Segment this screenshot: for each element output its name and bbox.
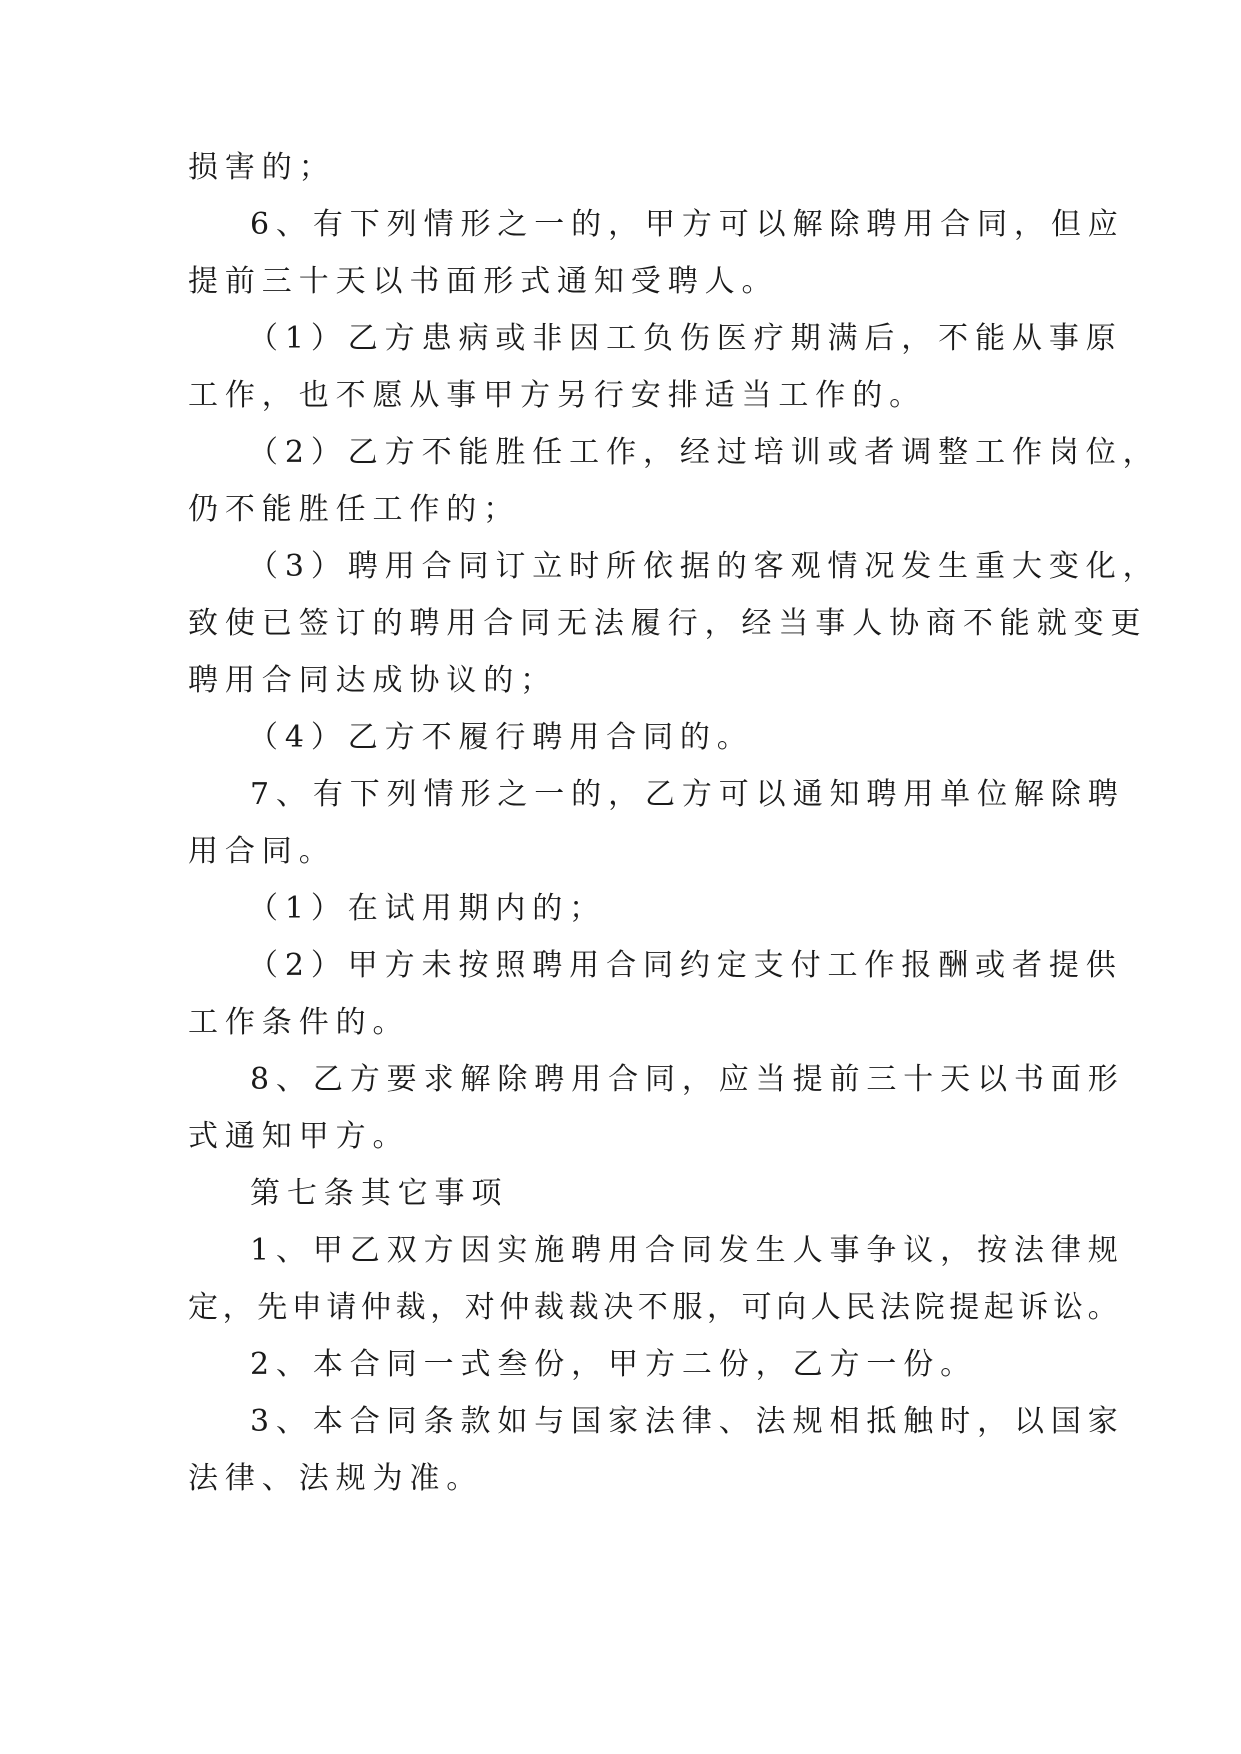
clause-6-item-2-line-1: （2）乙方不能胜任工作，经过培训或者调整工作岗位，: [248, 435, 1160, 470]
other-item-3-line-2: 法律、法规为准。: [188, 1461, 484, 1496]
paragraph-line: 损害的；: [188, 150, 336, 185]
other-item-2: 2、本合同一式叁份，甲方二份，乙方一份。: [250, 1347, 978, 1382]
clause-6-item-1-line-2: 工作，也不愿从事甲方另行安排适当工作的。: [188, 378, 926, 413]
clause-8-line-2: 式通知甲方。: [188, 1119, 410, 1154]
clause-6-item-3-line-1: （3）聘用合同订立时所依据的客观情况发生重大变化，: [248, 549, 1160, 584]
other-item-1-line-2: 定，先申请仲裁，对仲裁裁决不服，可向人民法院提起诉讼。: [188, 1290, 1123, 1325]
clause-7-item-1: （1）在试用期内的；: [248, 891, 607, 926]
clause-6-item-4: （4）乙方不履行聘用合同的。: [248, 720, 754, 755]
clause-7-item-2-line-1: （2）甲方未按照聘用合同约定支付工作报酬或者提供: [248, 948, 1123, 983]
clause-6-item-1-line-1: （1）乙方患病或非因工负伤医疗期满后，不能从事原: [248, 321, 1123, 356]
clause-6-item-3-line-2: 致使已签订的聘用合同无法履行，经当事人协商不能就变更: [188, 606, 1148, 641]
clause-6-line-1: 6、有下列情形之一的，甲方可以解除聘用合同，但应: [250, 207, 1125, 242]
clause-7-line-2: 用合同。: [188, 834, 336, 869]
clause-8-line-1: 8、乙方要求解除聘用合同，应当提前三十天以书面形: [250, 1062, 1125, 1097]
other-item-1-line-1: 1、甲乙双方因实施聘用合同发生人事争议，按法律规: [250, 1233, 1125, 1268]
clause-7-line-1: 7、有下列情形之一的，乙方可以通知聘用单位解除聘: [250, 777, 1125, 812]
clause-6-item-2-line-2: 仍不能胜任工作的；: [188, 492, 521, 527]
clause-7-item-2-line-2: 工作条件的。: [188, 1005, 410, 1040]
clause-6-item-3-line-3: 聘用合同达成协议的；: [188, 663, 557, 698]
section-heading: 第七条其它事项: [250, 1176, 509, 1211]
clause-6-line-2: 提前三十天以书面形式通知受聘人。: [188, 264, 779, 299]
other-item-3-line-1: 3、本合同条款如与国家法律、法规相抵触时，以国家: [250, 1404, 1125, 1439]
